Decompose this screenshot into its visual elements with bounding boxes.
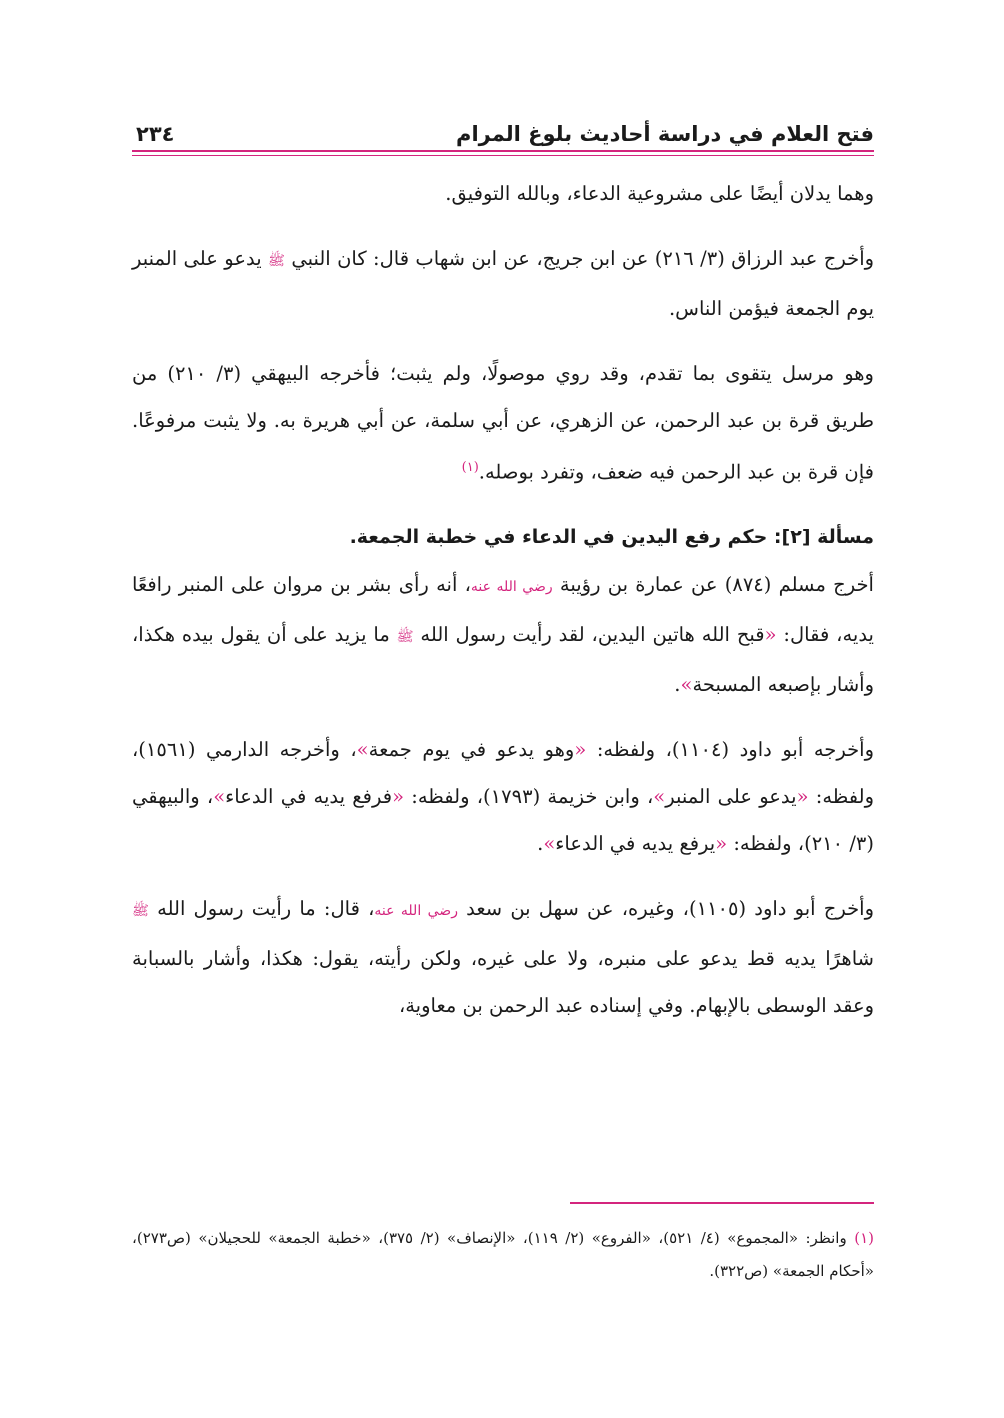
paragraph-5-quote1: وهو يدعو في يوم جمعة (368, 737, 575, 761)
prophet-honorific: ﷺ (396, 628, 414, 645)
companion-honorific: رضي الله عنه (374, 902, 458, 919)
paragraph-5-quote3: فرفع يديه في الدعاء (225, 784, 393, 808)
section-heading-title: حكم رفع اليدين في الدعاء في خطبة الجمعة. (349, 525, 768, 548)
header-rule-top (132, 150, 874, 152)
paragraph-5-part3: ، وابن خزيمة (١٧٩٣)، ولفظه: (411, 784, 654, 808)
paragraph-3-text: وهو مرسل يتقوى بما تقدم، وقد روي موصولًا، ولم يثبت؛ فأخرجه البيهقي (٣/ ٢١٠) من طريق قرة بن عبد الرحمن، عن الزهري، عن أبي سلمة، عن أبي هريرة به. ولا يثبت مرفوعًا. فإن قرة بن عبد الرحمن فيه ضعف، وتفرد بوصله. (132, 362, 874, 484)
running-title: فتح العلام في دراسة أحاديث بلوغ المرام (456, 122, 874, 146)
paragraph-6 (132, 885, 874, 1029)
paragraph-2-part1: وأخرج عبد الرزاق (٣/ ٢١٦) عن ابن جريج، عن ابن شهاب قال: كان النبي (291, 247, 875, 270)
paragraph-1-text: وهما يدلان أيضًا على مشروعية الدعاء، وبالله التوفيق. (445, 182, 874, 205)
paragraph-4-end: . (674, 672, 681, 696)
paragraph-5-quote4: يرفع يديه في الدعاء (555, 831, 716, 855)
companion-honorific: رضي الله عنه (470, 578, 553, 595)
paragraph-4-quote2: ما يزيد على أن يقول بيده هكذا، وأشار بإصبعه المسبحة (132, 622, 874, 696)
quote-open-mark: « (392, 784, 405, 808)
quote-close-mark: » (356, 737, 369, 761)
paragraph-4-quote1: قبح الله هاتين اليدين، لقد رأيت رسول الله (420, 622, 765, 646)
paragraph-2 (132, 235, 874, 332)
paragraph-5-part2: ، وأخرجه الدارمي (١٥٦١)، ولفظه: (132, 737, 875, 808)
paragraph-5-part1: وأخرجه أبو داود (١١٠٤)، ولفظه: (596, 737, 874, 761)
section-heading (132, 514, 874, 561)
paragraph-4-part2: ، أنه رأى بشر بن مروان على المنبر رافعًا يديه، فقال: (132, 572, 874, 646)
paragraph-4 (132, 561, 874, 708)
header-rule-bottom (132, 155, 874, 156)
paragraph-2-part2: يدعو على المنبر يوم الجمعة فيؤمن الناس. (132, 247, 874, 320)
paragraph-3 (132, 350, 874, 496)
prophet-honorific: ﷺ (132, 902, 149, 919)
quote-open-mark: « (764, 622, 777, 646)
paragraph-6-part2: ، قال: ما رأيت رسول الله (157, 896, 375, 920)
page-number: ٢٣٤ (136, 122, 175, 146)
quote-close-mark: » (213, 784, 226, 808)
body-text (132, 170, 874, 1029)
paragraph-4-part1: أخرج مسلم (٨٧٤) عن عمارة بن رؤيبة (559, 572, 874, 596)
prophet-honorific: ﷺ (268, 253, 285, 269)
paragraph-1 (132, 170, 874, 217)
quote-open-mark: « (715, 831, 728, 855)
footnote-number: (١) (854, 1229, 875, 1247)
page-header (132, 110, 874, 160)
footnotes (132, 1222, 874, 1288)
paragraph-5-part4: ، والبيهقي (٣/ ٢١٠)، ولفظه: (132, 784, 874, 855)
issue-number: مسألة [٢]: (773, 525, 874, 548)
quote-open-mark: « (574, 737, 587, 761)
paragraph-5 (132, 726, 874, 867)
paragraph-6-part3: شاهرًا يديه قط يدعو على منبره، ولا على غيره، ولكن رأيته، يقول: هكذا، وأشار بالسبابة وعقد الوسطى بالإبهام. وفي إسناده عبد الرحمن بن معاوية، (132, 946, 874, 1017)
footnote-separator (570, 1202, 874, 1204)
footnote-reference[interactable]: (١) (461, 460, 479, 475)
paragraph-6-part1: وأخرج أبو داود (١١٠٥)، وغيره، عن سهل بن سعد (466, 896, 874, 920)
paragraph-5-quote2: يدعو على المنبر (665, 784, 797, 808)
paragraph-5-end: . (537, 831, 544, 855)
quote-close-mark: » (653, 784, 666, 808)
quote-close-mark: » (543, 831, 556, 855)
quote-open-mark: « (796, 784, 809, 808)
footnote-text: وانظر: «المجموع» (٤/ ٥٢١)، «الفروع» (٢/ ١١٩)، «الإنصاف» (٢/ ٣٧٥)، «خطبة الجمعة» للحجيلان» (ص٢٧٣)، «أحكام الجمعة» (ص٣٢٢). (132, 1229, 874, 1280)
quote-close-mark: » (680, 672, 693, 696)
